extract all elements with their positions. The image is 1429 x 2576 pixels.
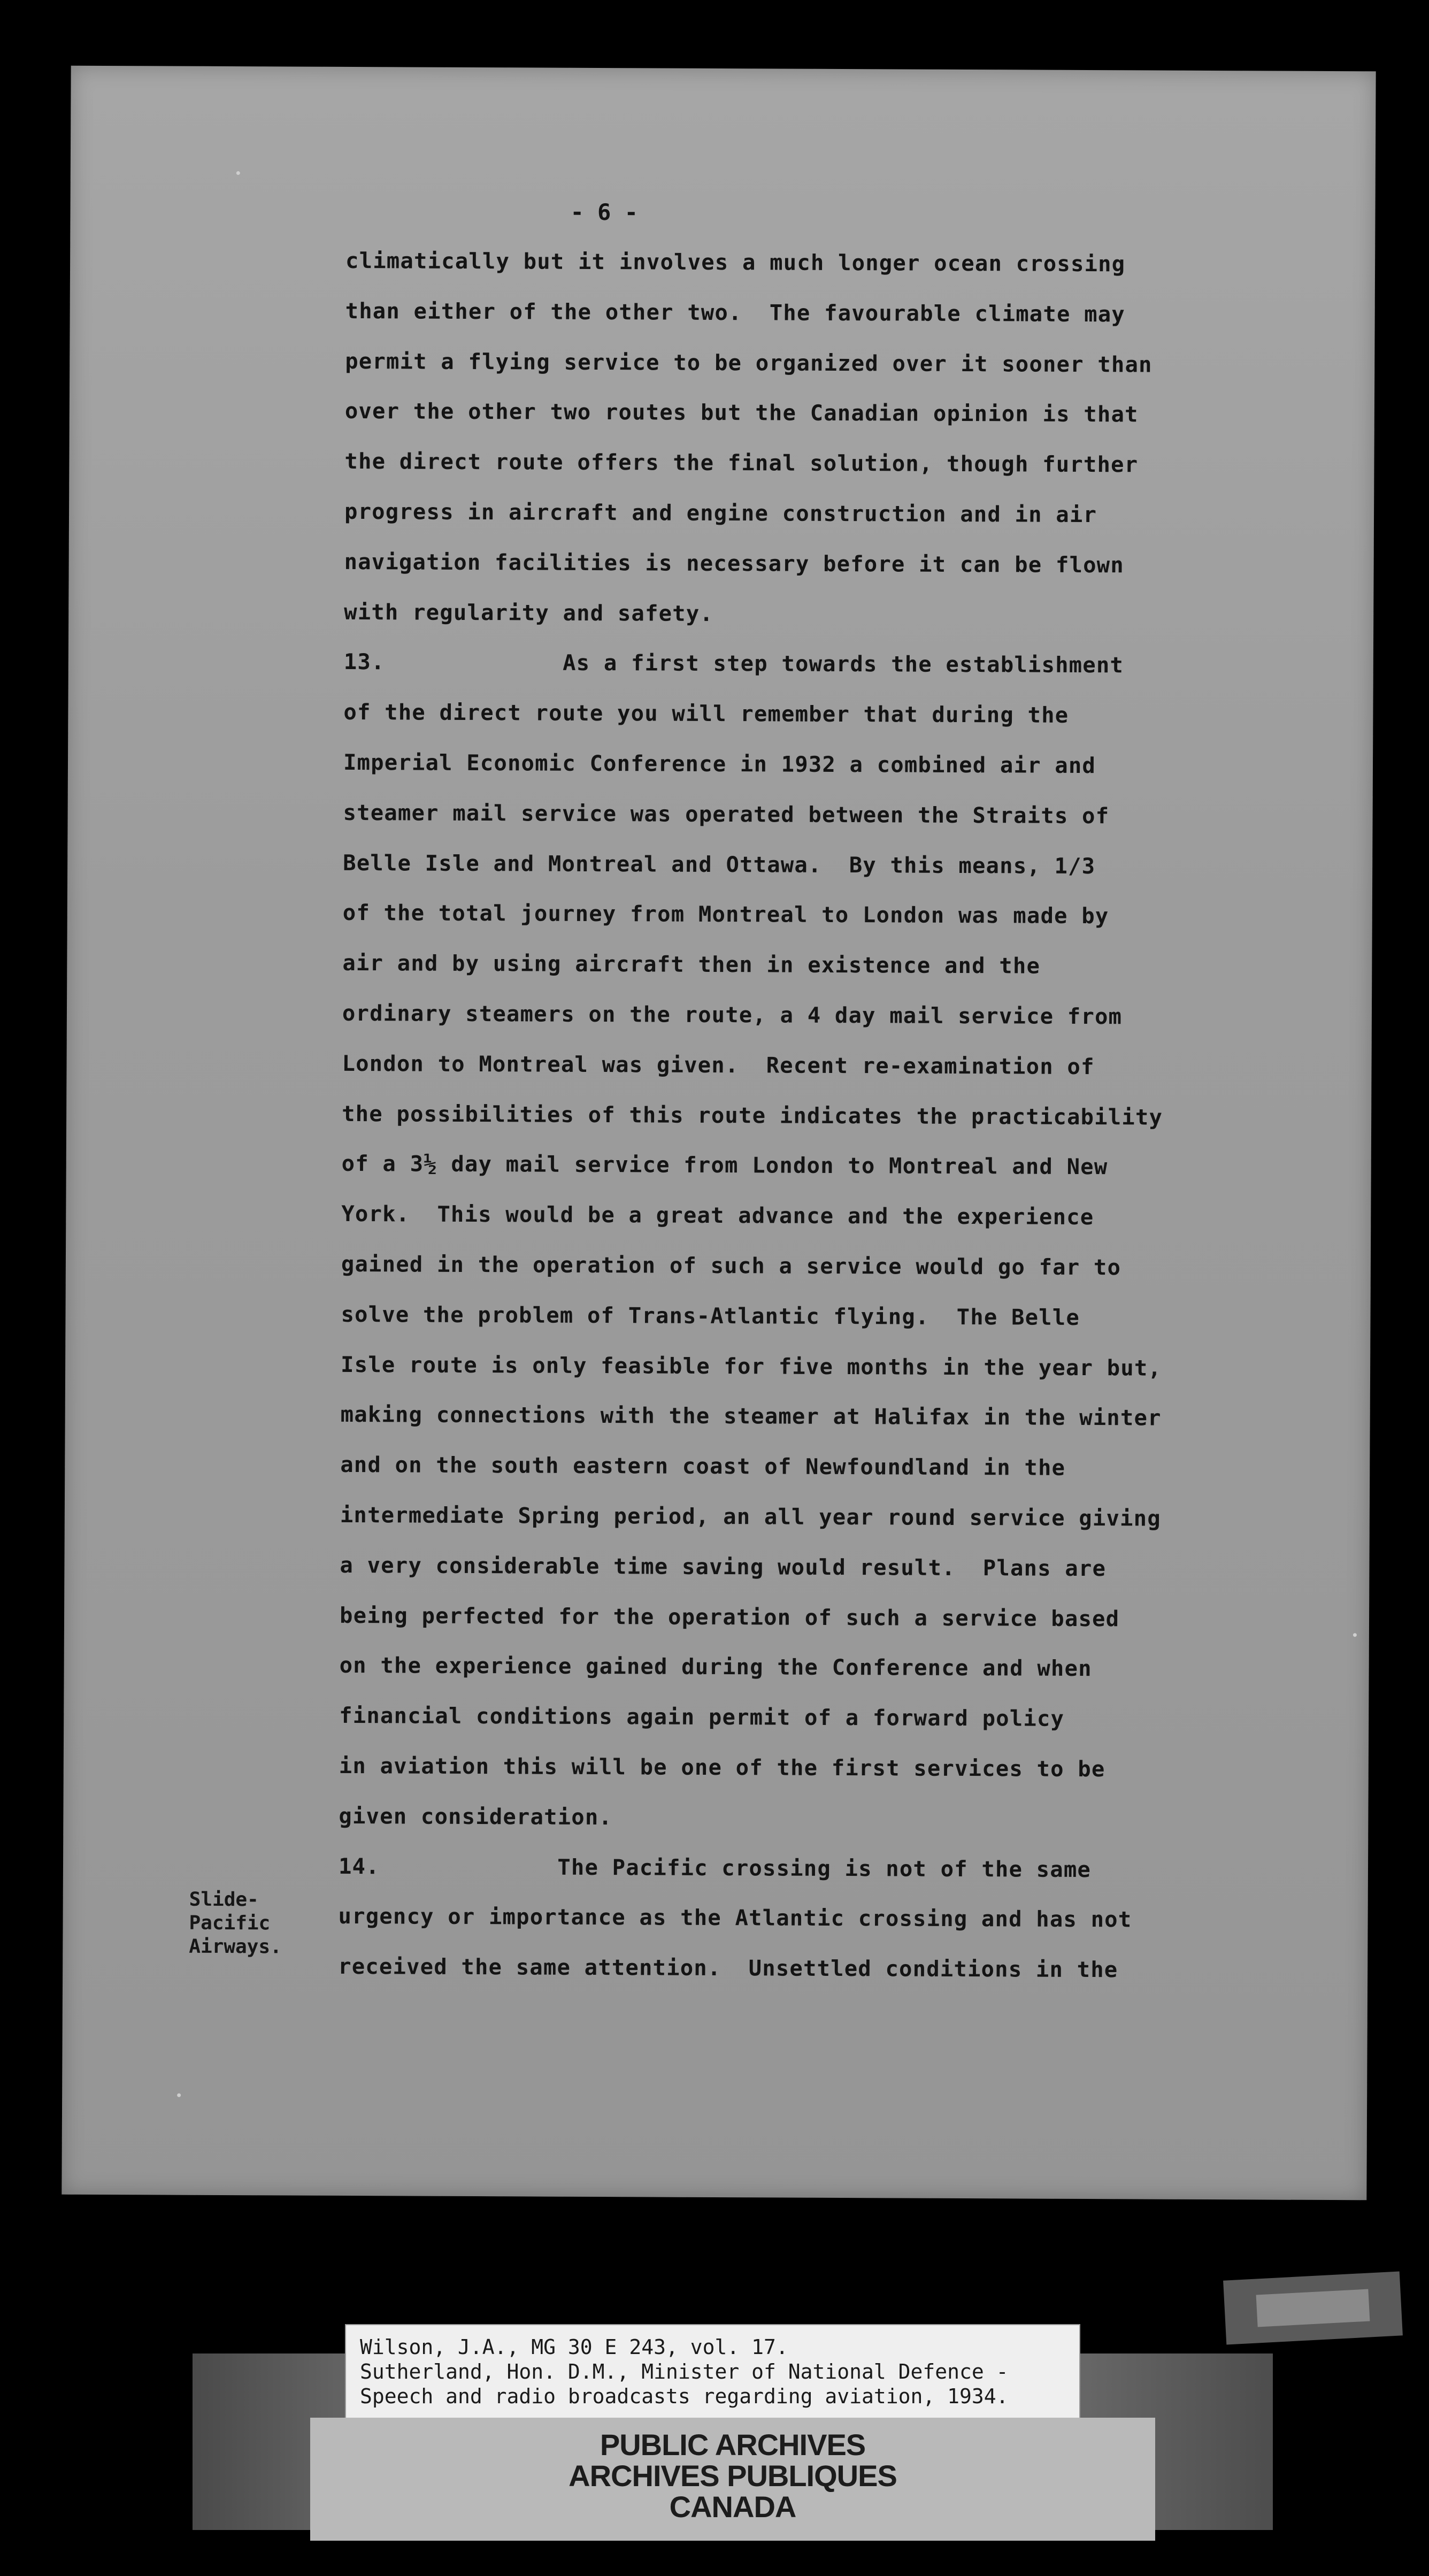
stamp-line: CANADA bbox=[669, 2490, 796, 2524]
dust-speck bbox=[236, 171, 240, 175]
citation-line: Sutherland, Hon. D.M., Minister of National Defence - bbox=[360, 2360, 1009, 2383]
corner-tab-label bbox=[1256, 2289, 1370, 2327]
text-line: navigation facilities is necessary before it can be flown bbox=[344, 548, 1124, 578]
text-line: Isle route is only feasible for five months in the year but, bbox=[341, 1351, 1162, 1381]
text-line: Belle Isle and Montreal and Ottawa. By this means, 1/3 bbox=[343, 849, 1096, 879]
text-line: financial conditions again permit of a forward policy bbox=[339, 1703, 1065, 1731]
archive-stamp bbox=[310, 2418, 1155, 2541]
text-line: intermediate Spring period, an all year round service giving bbox=[340, 1501, 1161, 1531]
dust-speck bbox=[177, 2094, 181, 2097]
text-line: of a 3½ day mail service from London to Montreal and New bbox=[341, 1151, 1108, 1180]
text-line: climatically but it involves a much longer ocean crossing bbox=[345, 247, 1126, 277]
text-line: making connections with the steamer at Halifax in the winter bbox=[340, 1401, 1162, 1431]
text-line: progress in aircraft and engine construction and in air bbox=[344, 498, 1097, 528]
text-line: solve the problem of Trans-Atlantic flying. The Belle bbox=[341, 1301, 1080, 1330]
text-line: than either of the other two. The favourable climate may bbox=[345, 297, 1126, 327]
text-line: 14. The Pacific crossing is not of the same bbox=[338, 1853, 1092, 1882]
text-line: air and by using aircraft then in existence and the bbox=[342, 950, 1041, 979]
citation-line: Speech and radio broadcasts regarding aviation, 1934. bbox=[360, 2385, 1009, 2408]
text-line: with regularity and safety. bbox=[344, 599, 714, 626]
text-line: given consideration. bbox=[339, 1803, 613, 1830]
text-line: of the direct route you will remember that during the bbox=[343, 699, 1069, 729]
text-line: received the same attention. Unsettled conditions in the bbox=[338, 1953, 1118, 1983]
text-line: a very considerable time saving would result. Plans are bbox=[340, 1552, 1107, 1581]
text-line: urgency or importance as the Atlantic crossing and has not bbox=[338, 1903, 1132, 1933]
text-line: being perfected for the operation of such a service based bbox=[339, 1602, 1120, 1631]
text-line: and on the south eastern coast of Newfoundland in the bbox=[340, 1452, 1066, 1481]
text-line: the direct route offers the final solution, though further bbox=[344, 448, 1139, 478]
text-line: York. This would be a great advance and the experience bbox=[341, 1201, 1094, 1230]
stamp-line: ARCHIVES PUBLIQUES bbox=[568, 2459, 897, 2493]
citation-line: Wilson, J.A., MG 30 E 243, vol. 17. bbox=[360, 2335, 788, 2359]
margin-note: Slide- Pacific Airways. bbox=[189, 1888, 282, 1958]
stamp-line: PUBLIC ARCHIVES bbox=[600, 2428, 866, 2462]
dust-speck bbox=[1353, 1633, 1357, 1637]
text-line: London to Montreal was given. Recent re-examination of bbox=[342, 1050, 1095, 1079]
body-text bbox=[338, 236, 1166, 1996]
text-line: steamer mail service was operated between the Straits of bbox=[343, 799, 1110, 829]
text-line: the possibilities of this route indicates the practicability bbox=[342, 1100, 1163, 1130]
document-page bbox=[62, 66, 1376, 2201]
text-line: of the total journey from Montreal to London was made by bbox=[342, 900, 1109, 929]
text-line: gained in the operation of such a service would go far to bbox=[341, 1251, 1121, 1281]
text-line: on the experience gained during the Conference and when bbox=[339, 1652, 1092, 1682]
text-line: 13. As a first step towards the establishment bbox=[343, 649, 1124, 678]
page-number: - 6 - bbox=[570, 198, 639, 226]
text-line: in aviation this will be one of the first services to be bbox=[339, 1752, 1105, 1782]
archive-citation-label bbox=[345, 2324, 1080, 2420]
text-line: ordinary steamers on the route, a 4 day mail service from bbox=[342, 1000, 1123, 1030]
text-line: Imperial Economic Conference in 1932 a combined air and bbox=[343, 749, 1096, 779]
text-line: permit a flying service to be organized over it sooner than bbox=[345, 348, 1153, 378]
text-line: over the other two routes but the Canadian opinion is that bbox=[344, 398, 1139, 427]
